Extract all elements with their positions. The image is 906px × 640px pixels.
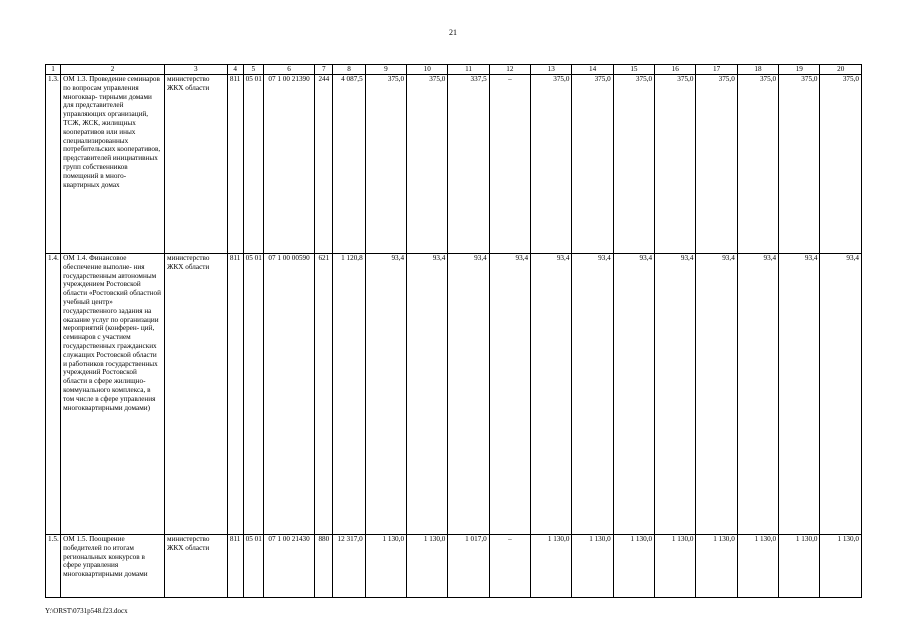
col-header: 1 [46,65,61,75]
col-header: 4 [227,65,243,75]
col-header: 20 [820,65,862,75]
executor: министерство ЖКХ области [165,254,228,535]
year-amount: 93,4 [407,254,448,535]
col-header: 9 [365,65,406,75]
col-header: 13 [531,65,572,75]
csr-code: 07 1 00 21430 [263,535,314,598]
year-amount: 375,0 [696,75,737,254]
grbs-code: 811 [227,75,243,254]
year-amount: 375,0 [779,75,820,254]
csr-code: 07 1 00 00590 [263,254,314,535]
executor: министерство ЖКХ области [165,75,228,254]
col-header: 17 [696,65,737,75]
col-header: 10 [407,65,448,75]
total-amount: 4 087,5 [333,75,365,254]
year-amount: – [489,535,530,598]
col-header: 14 [572,65,613,75]
year-amount: 1 130,0 [655,535,696,598]
col-header: 7 [315,65,333,75]
year-amount: 375,0 [531,75,572,254]
vr-code: 244 [315,75,333,254]
year-amount: 375,0 [365,75,406,254]
year-amount: 375,0 [737,75,778,254]
file-path: Y:\ORST\0731p548.f23.docx [45,607,128,615]
year-amount: 93,4 [820,254,862,535]
vr-code: 621 [315,254,333,535]
year-amount: 375,0 [407,75,448,254]
vr-code: 880 [315,535,333,598]
row-number: 1.5. [46,535,61,598]
year-amount: 1 130,0 [613,535,654,598]
year-amount: 93,4 [448,254,489,535]
col-header: 3 [165,65,228,75]
year-amount: 93,4 [365,254,406,535]
year-amount: 1 130,0 [820,535,862,598]
page-number: 21 [449,28,457,37]
year-amount: 1 130,0 [531,535,572,598]
col-header: 18 [737,65,778,75]
budget-table [45,64,862,598]
header-row [46,65,862,75]
year-amount: 1 130,0 [365,535,406,598]
grbs-code: 811 [227,254,243,535]
row-number: 1.3. [46,75,61,254]
col-header: 6 [263,65,314,75]
csr-code: 07 1 00 21390 [263,75,314,254]
rzpr-code: 05 01 [243,535,263,598]
year-amount: 93,4 [531,254,572,535]
col-header: 11 [448,65,489,75]
year-amount: 375,0 [613,75,654,254]
col-header: 12 [489,65,530,75]
year-amount: – [489,75,530,254]
year-amount: 1 130,0 [779,535,820,598]
col-header: 8 [333,65,365,75]
year-amount: 1 130,0 [696,535,737,598]
year-amount: 93,4 [572,254,613,535]
measure-name: ОМ 1.4. Финансовое обеспечение выполне- ния государственным автономным учреждением Ростовской области «Ростовский областной учебный центр» государственного задания на оказание услуг по организации мероприятий (конферен- ций, семинаров с участием государственных гражданских служащих Ростовской области и работников государственных учреждений Ростовской области в сфере жилищно- коммунального комплекса, в том числе в сфере управления многоквартирными домами) [61,254,165,535]
measure-name: ОМ 1.3. Проведение семинаров по вопросам управления многоквар- тирными домами для представителей управляющих организаций, ТСЖ, ЖСК, жилищных кооперативов или иных специализированных потребительских кооперативов, представителей инициативных групп собственников помещений в много- квартирных домах [61,75,165,254]
year-amount: 93,4 [737,254,778,535]
year-amount: 375,0 [572,75,613,254]
table-row [46,75,862,254]
col-header: 5 [243,65,263,75]
executor: министерство ЖКХ области [165,535,228,598]
year-amount: 1 130,0 [737,535,778,598]
year-amount: 1 130,0 [407,535,448,598]
year-amount: 93,4 [655,254,696,535]
year-amount: 1 017,0 [448,535,489,598]
total-amount: 1 120,8 [333,254,365,535]
col-header: 2 [61,65,165,75]
col-header: 19 [779,65,820,75]
grbs-code: 811 [227,535,243,598]
row-number: 1.4. [46,254,61,535]
rzpr-code: 05 01 [243,254,263,535]
rzpr-code: 05 01 [243,75,263,254]
year-amount: 93,4 [489,254,530,535]
year-amount: 1 130,0 [572,535,613,598]
year-amount: 375,0 [820,75,862,254]
year-amount: 93,4 [613,254,654,535]
total-amount: 12 317,0 [333,535,365,598]
col-header: 16 [655,65,696,75]
table-row [46,535,862,598]
year-amount: 93,4 [779,254,820,535]
year-amount: 337,5 [448,75,489,254]
year-amount: 93,4 [696,254,737,535]
measure-name: ОМ 1.5. Поощрение победителей по итогам региональных конкурсов в сфере управления многоквартирными домами [61,535,165,598]
table-row [46,254,862,535]
col-header: 15 [613,65,654,75]
year-amount: 375,0 [655,75,696,254]
